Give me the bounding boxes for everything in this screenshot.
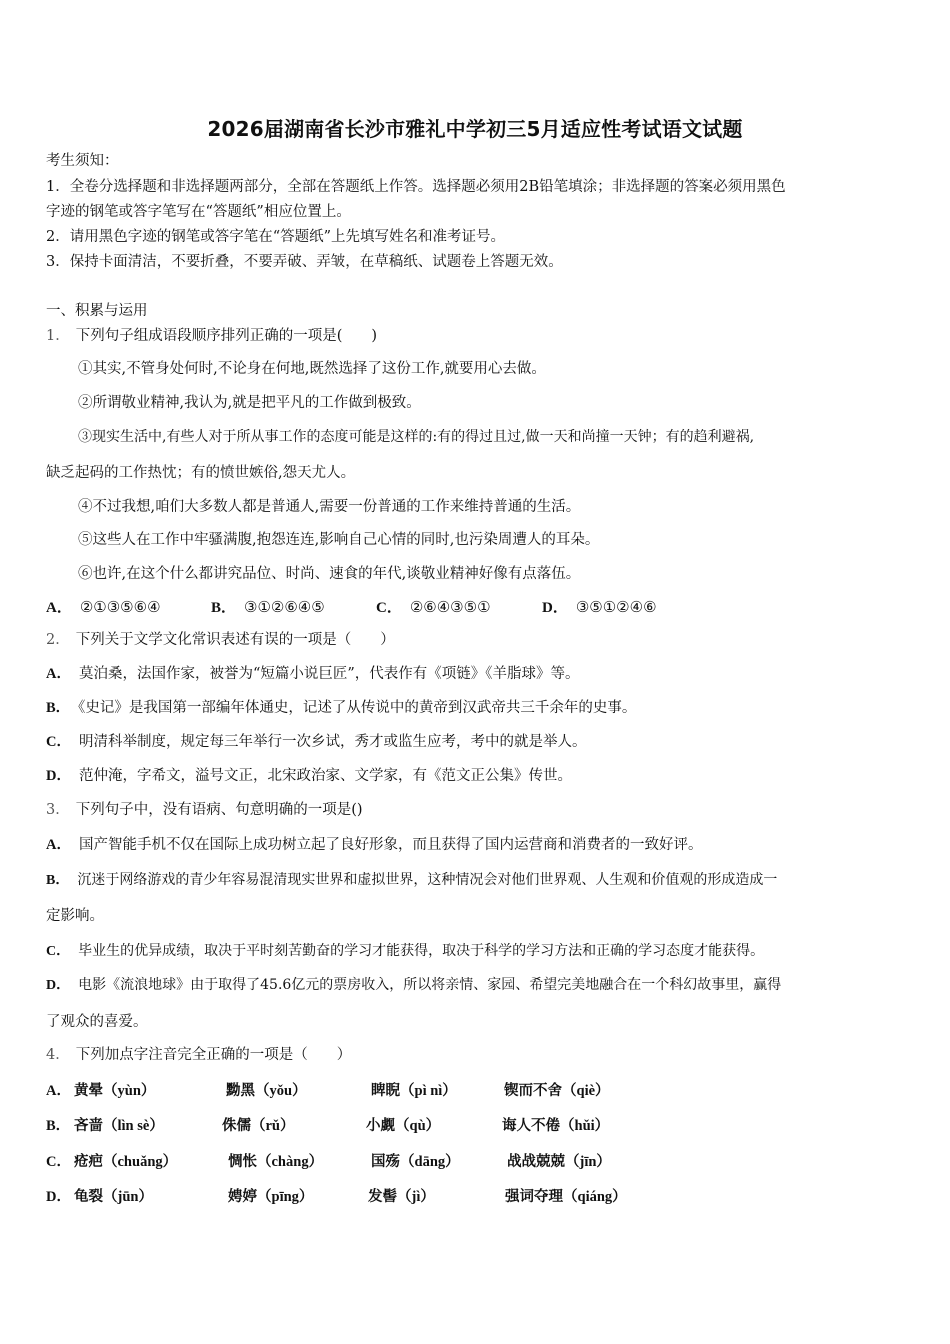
question-3-stem	[46, 800, 363, 820]
pinyin-item: 小觑（qù）	[366, 1118, 441, 1134]
option-text: 莫泊桑，法国作家，被誉为“短篇小说巨匠”，代表作有《项链》《羊脂球》等。	[78, 666, 580, 682]
q3-option-b-cont: 定影响。	[46, 908, 104, 924]
question-number: 3．	[46, 802, 70, 818]
option-text: ③⑤①②④⑥	[575, 598, 657, 616]
option-text: 明清科举制度，规定每三年举行一次乡试，秀才或监生应考，考中的就是举人。	[78, 734, 587, 750]
pinyin-item: 睥睨（pì nì）	[371, 1083, 457, 1099]
q1-sentence-6: ⑥也许,在这个什么都讲究品位、时尚、速食的年代,谈敬业精神好像有点落伍。	[78, 566, 581, 582]
q2-option-b[interactable]	[46, 698, 636, 718]
q1-sentence-5: ⑤这些人在工作中牢骚满腹,抱怨连连,影响自己心情的同时,也污染周遭人的耳朵。	[78, 532, 600, 548]
pinyin-item: 吝啬（lìn sè）	[74, 1118, 164, 1134]
q1-option-c[interactable]	[376, 597, 491, 618]
notice-item-1: 1．全卷分选择题和非选择题两部分，全部在答题纸上作答。选择题必须用2B铅笔填涂；非选择题的答案必须用黑色	[46, 179, 786, 195]
page-title: 2026届湖南省长沙市雅礼中学初三5月适应性考试语文试题	[207, 117, 743, 141]
section-heading: 一、积累与运用	[46, 303, 148, 319]
notice-item-1-cont: 字迹的钢笔或答字笔写在“答题纸”相应位置上。	[46, 204, 351, 220]
notice-item-2: 2．请用黑色字迹的钢笔或答字笔在“答题纸”上先填写姓名和准考证号。	[46, 229, 506, 245]
option-label: A．	[46, 1083, 71, 1099]
option-label: C．	[46, 734, 71, 750]
pinyin-item: 锲而不舍（qiè）	[504, 1083, 610, 1099]
option-text: 电影《流浪地球》由于取得了45.6亿元的票房收入，所以将亲情、家园、希望完美地融合在一个科幻故事里，赢得	[78, 977, 782, 993]
option-label: B．	[46, 873, 70, 888]
pinyin-item: 疮疤（chuǎng）	[74, 1154, 178, 1170]
pinyin-item: 发髻（jì）	[368, 1189, 435, 1205]
pinyin-item: 战战兢兢（jīn）	[507, 1154, 611, 1170]
option-label: D．	[542, 600, 568, 616]
option-label: B．	[46, 700, 71, 716]
q1-option-a[interactable]	[46, 597, 161, 618]
q1-option-d[interactable]	[542, 597, 657, 618]
option-label: D．	[46, 1189, 71, 1205]
q1-sentence-2: ②所谓敬业精神,我认为,就是把平凡的工作做到极致。	[78, 395, 421, 411]
option-label: A．	[46, 666, 71, 682]
question-text: 下列句子组成语段顺序排列正确的一项是( )	[75, 328, 378, 344]
q1-sentence-3: ③现实生活中,有些人对于所从事工作的态度可能是这样的:有的得过且过,做一天和尚撞一天钟；有的趋利避祸,	[78, 429, 755, 445]
q2-option-a[interactable]	[46, 664, 580, 684]
option-text: 范仲淹，字希文，溢号文正，北宋政治家、文学家，有《范文正公集》传世。	[78, 768, 572, 784]
option-text: 毕业生的优异成绩，取决于平时刻苦勤奋的学习才能获得，取决于科学的学习方法和正确的学习态度才能获得。	[78, 943, 765, 959]
q3-option-d[interactable]	[46, 975, 781, 996]
option-label: C．	[46, 1154, 71, 1170]
option-label: C．	[376, 600, 402, 616]
question-2-stem	[46, 630, 395, 650]
q3-option-b[interactable]	[46, 870, 777, 891]
option-text: ②⑥④③⑤①	[409, 598, 491, 616]
q1-sentence-3-cont: 缺乏起码的工作热忱；有的愤世嫉俗,怨天尤人。	[46, 465, 356, 481]
option-label: A．	[46, 600, 72, 616]
option-label: B．	[211, 600, 237, 616]
pinyin-item: 国殇（dāng）	[371, 1154, 460, 1170]
option-label: D．	[46, 978, 71, 993]
question-number: 4．	[46, 1047, 70, 1063]
notice-heading: 考生须知：	[46, 153, 119, 169]
option-text: 国产智能手机不仅在国际上成功树立起了良好形象，而且获得了国内运营商和消费者的一致好评。	[78, 837, 703, 853]
q1-sentence-4: ④不过我想,咱们大多数人都是普通人,需要一份普通的工作来维持普通的生活。	[78, 499, 581, 515]
question-text: 下列加点字注音完全正确的一项是（ ）	[75, 1047, 352, 1063]
question-1-stem	[46, 326, 377, 346]
pinyin-item: 娉婷（pīng）	[228, 1189, 314, 1205]
q1-option-b[interactable]	[211, 597, 325, 618]
question-number: 1．	[46, 328, 70, 344]
question-4-stem	[46, 1045, 351, 1065]
notice-item-3: 3．保持卡面清洁，不要折叠，不要弄破、弄皱，在草稿纸、试题卷上答题无效。	[46, 254, 563, 270]
q2-option-d[interactable]	[46, 766, 572, 786]
option-label: D．	[46, 768, 71, 784]
q3-option-c[interactable]	[46, 941, 764, 962]
pinyin-item: 侏儒（rǔ）	[222, 1118, 295, 1134]
option-label: C．	[46, 944, 71, 959]
question-number: 2．	[46, 632, 70, 648]
pinyin-item: 惆怅（chàng）	[228, 1154, 324, 1170]
pinyin-item: 黝黑（yǒu）	[226, 1083, 307, 1099]
question-text: 下列句子中，没有语病、句意明确的一项是()	[75, 802, 363, 818]
q2-option-c[interactable]	[46, 732, 586, 752]
q1-sentence-1: ①其实,不管身处何时,不论身在何地,既然选择了这份工作,就要用心去做。	[78, 361, 546, 377]
pinyin-item: 黄晕（yùn）	[74, 1083, 156, 1099]
q3-option-d-cont: 了观众的喜爱。	[46, 1014, 148, 1030]
pinyin-item: 诲人不倦（hǔi）	[502, 1118, 610, 1134]
q3-option-a[interactable]	[46, 835, 702, 855]
pinyin-item: 龟裂（jūn）	[74, 1189, 153, 1205]
option-text: ③①②⑥④⑤	[244, 598, 325, 616]
question-text: 下列关于文学文化常识表述有误的一项是（ ）	[75, 632, 395, 648]
pinyin-item: 强词夺理（qiáng）	[505, 1189, 627, 1205]
option-text: 沉迷于网络游戏的青少年容易混清现实世界和虚拟世界，这种情况会对他们世界观、人生观和价值观的形成造成一	[77, 872, 778, 888]
option-text: ②①③⑤⑥④	[79, 598, 161, 616]
option-label: A．	[46, 837, 71, 853]
option-text: 《史记》是我国第一部编年体通史，记述了从传说中的黄帝到汉武帝共三千余年的史事。	[78, 700, 637, 716]
option-label: B．	[46, 1118, 71, 1134]
